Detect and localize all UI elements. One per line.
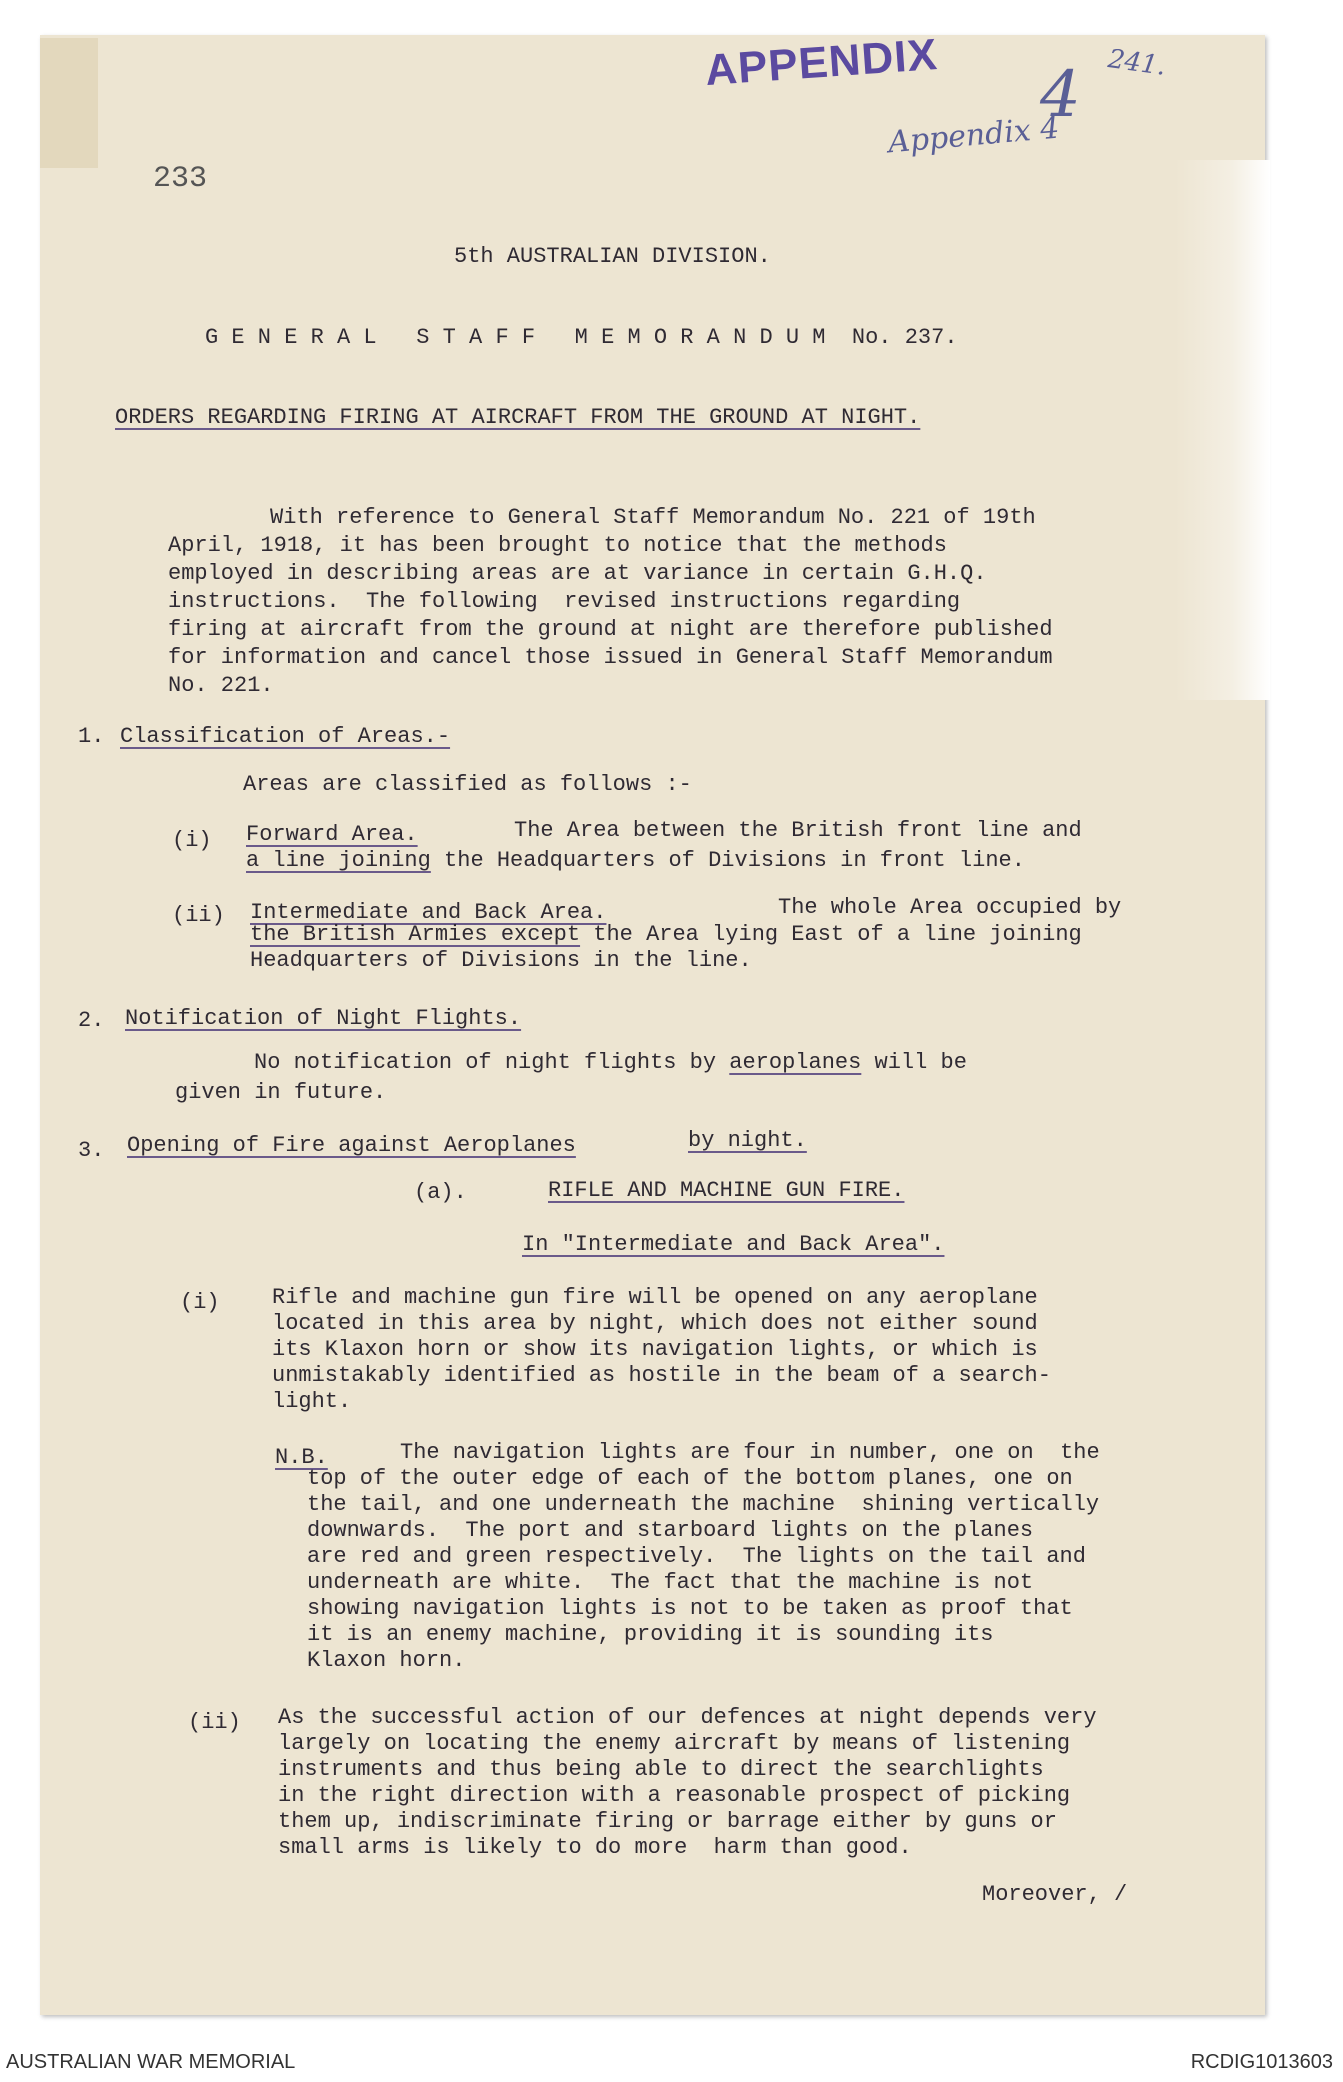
item-ii-number: (ii): [172, 903, 225, 928]
forward-area-text-2: [246, 848, 1025, 873]
section-1-heading: Classification of Areas.-: [120, 724, 451, 749]
intro-line: firing at aircraft from the ground at night are therefore published: [168, 617, 1053, 642]
nb-line: Klaxon horn.: [307, 1648, 466, 1673]
intermediate-area-label: Intermediate and Back Area.: [250, 900, 607, 925]
section-2-text: [254, 1050, 967, 1075]
item-3ii-line: them up, indiscriminate firing or barrage either by guns or: [278, 1809, 1057, 1834]
handwritten-page-number: 241.: [1106, 44, 1168, 82]
intermediate-area-text: The whole Area occupied by: [778, 895, 1122, 920]
footer-archive-name: AUSTRALIAN WAR MEMORIAL: [6, 2051, 296, 2073]
item-3ii-number: (ii): [188, 1710, 241, 1735]
intro-line: April, 1918, it has been brought to notice that the methods: [168, 533, 947, 558]
nb-line: showing navigation lights is not to be taken as proof that: [307, 1596, 1073, 1621]
footer-item-id: RCDIG1013603: [1190, 2051, 1333, 2073]
item-3i-number: (i): [180, 1290, 220, 1315]
section-1-lead: Areas are classified as follows :-: [243, 772, 692, 797]
item-3ii-line: largely on locating the enemy aircraft by means of listening: [278, 1731, 1071, 1756]
nb-line: the tail, and one underneath the machine shining vertically: [307, 1492, 1100, 1517]
intermediate-area-text-3: Headquarters of Divisions in the line.: [250, 948, 752, 973]
subsection-title: RIFLE AND MACHINE GUN FIRE.: [548, 1178, 905, 1203]
nb-line: downwards. The port and starboard lights on the planes: [307, 1518, 1034, 1543]
forward-area-rest: the Headquarters of Divisions in front line.: [430, 848, 1025, 873]
section-2-text-2: given in future.: [175, 1080, 387, 1105]
nb-line: top of the outer edge of each of the bottom planes, one on: [307, 1466, 1073, 1491]
section-3-number: 3.: [78, 1138, 105, 1163]
intro-line: With reference to General Staff Memorandum No. 221 of 19th: [270, 505, 1036, 530]
item-3i-line: Rifle and machine gun fire will be opened on any aeroplane: [272, 1285, 1038, 1310]
subject-heading: ORDERS REGARDING FIRING AT AIRCRAFT FROM THE GROUND AT NIGHT.: [115, 405, 921, 430]
intermediate-area-rest: the Area lying East of a line joining: [580, 922, 1082, 947]
item-3ii-line: As the successful action of our defences at night depends very: [278, 1705, 1097, 1730]
page-number: 233: [153, 162, 208, 196]
paper-tab: [40, 38, 98, 168]
section-3-heading-b: by night.: [688, 1128, 807, 1153]
intro-line: No. 221.: [168, 673, 274, 698]
subsection-number: (a).: [414, 1180, 467, 1205]
intermediate-area-underlined: the British Armies except: [250, 922, 581, 947]
subsection-area: In "Intermediate and Back Area".: [522, 1232, 945, 1257]
item-3ii-line: instruments and thus being able to direct the searchlights: [278, 1757, 1044, 1782]
intro-line: instructions. The following revised instructions regarding: [168, 589, 961, 614]
continuation-word: Moreover, /: [982, 1882, 1128, 1907]
item-3ii-line: in the right direction with a reasonable prospect of picking: [278, 1783, 1071, 1808]
nb-label: N.B.: [275, 1445, 328, 1470]
intro-line: for information and cancel those issued in General Staff Memorandum: [168, 645, 1053, 670]
forward-area-label: Forward Area.: [246, 822, 418, 847]
aeroplanes-underlined: aeroplanes: [729, 1050, 862, 1075]
item-3i-line: light.: [272, 1389, 352, 1414]
handwritten-appendix-number: 4: [1040, 58, 1081, 132]
section-2-heading: Notification of Night Flights.: [125, 1006, 522, 1031]
item-3i-line: located in this area by night, which does not either sound: [272, 1311, 1038, 1336]
section-2-text-a: No notification of night flights by: [254, 1050, 730, 1075]
memo-title: G E N E R A L S T A F F M E M O R A N D U M No. 237.: [205, 325, 958, 350]
torn-edge: [1175, 160, 1270, 700]
intermediate-area-text-2: [250, 922, 1082, 947]
section-1-number: 1.: [78, 724, 105, 749]
forward-area-underlined: a line joining: [246, 848, 431, 873]
nb-line: it is an enemy machine, providing it is sounding its: [307, 1622, 994, 1647]
item-3i-line: its Klaxon horn or show its navigation lights, or which is: [272, 1337, 1038, 1362]
section-2-text-b: will be: [861, 1050, 967, 1075]
appendix-stamp: APPENDIX: [703, 29, 940, 96]
handwritten-note: Appendix 4: [886, 110, 1061, 161]
item-3i-line: unmistakably identified as hostile in the beam of a search-: [272, 1363, 1051, 1388]
item-3ii-line: small arms is likely to do more harm than good.: [278, 1835, 912, 1860]
nb-line: underneath are white. The fact that the machine is not: [307, 1570, 1034, 1595]
nb-line: are red and green respectively. The lights on the tail and: [307, 1544, 1086, 1569]
item-i-number: (i): [172, 828, 212, 853]
intro-line: employed in describing areas are at variance in certain G.H.Q.: [168, 561, 987, 586]
section-2-number: 2.: [78, 1008, 105, 1033]
division-heading: 5th AUSTRALIAN DIVISION.: [454, 244, 771, 269]
section-3-heading: Opening of Fire against Aeroplanes: [127, 1133, 576, 1158]
nb-line-1: The navigation lights are four in number, one on the: [400, 1440, 1100, 1465]
forward-area-text: The Area between the British front line and: [514, 818, 1082, 843]
